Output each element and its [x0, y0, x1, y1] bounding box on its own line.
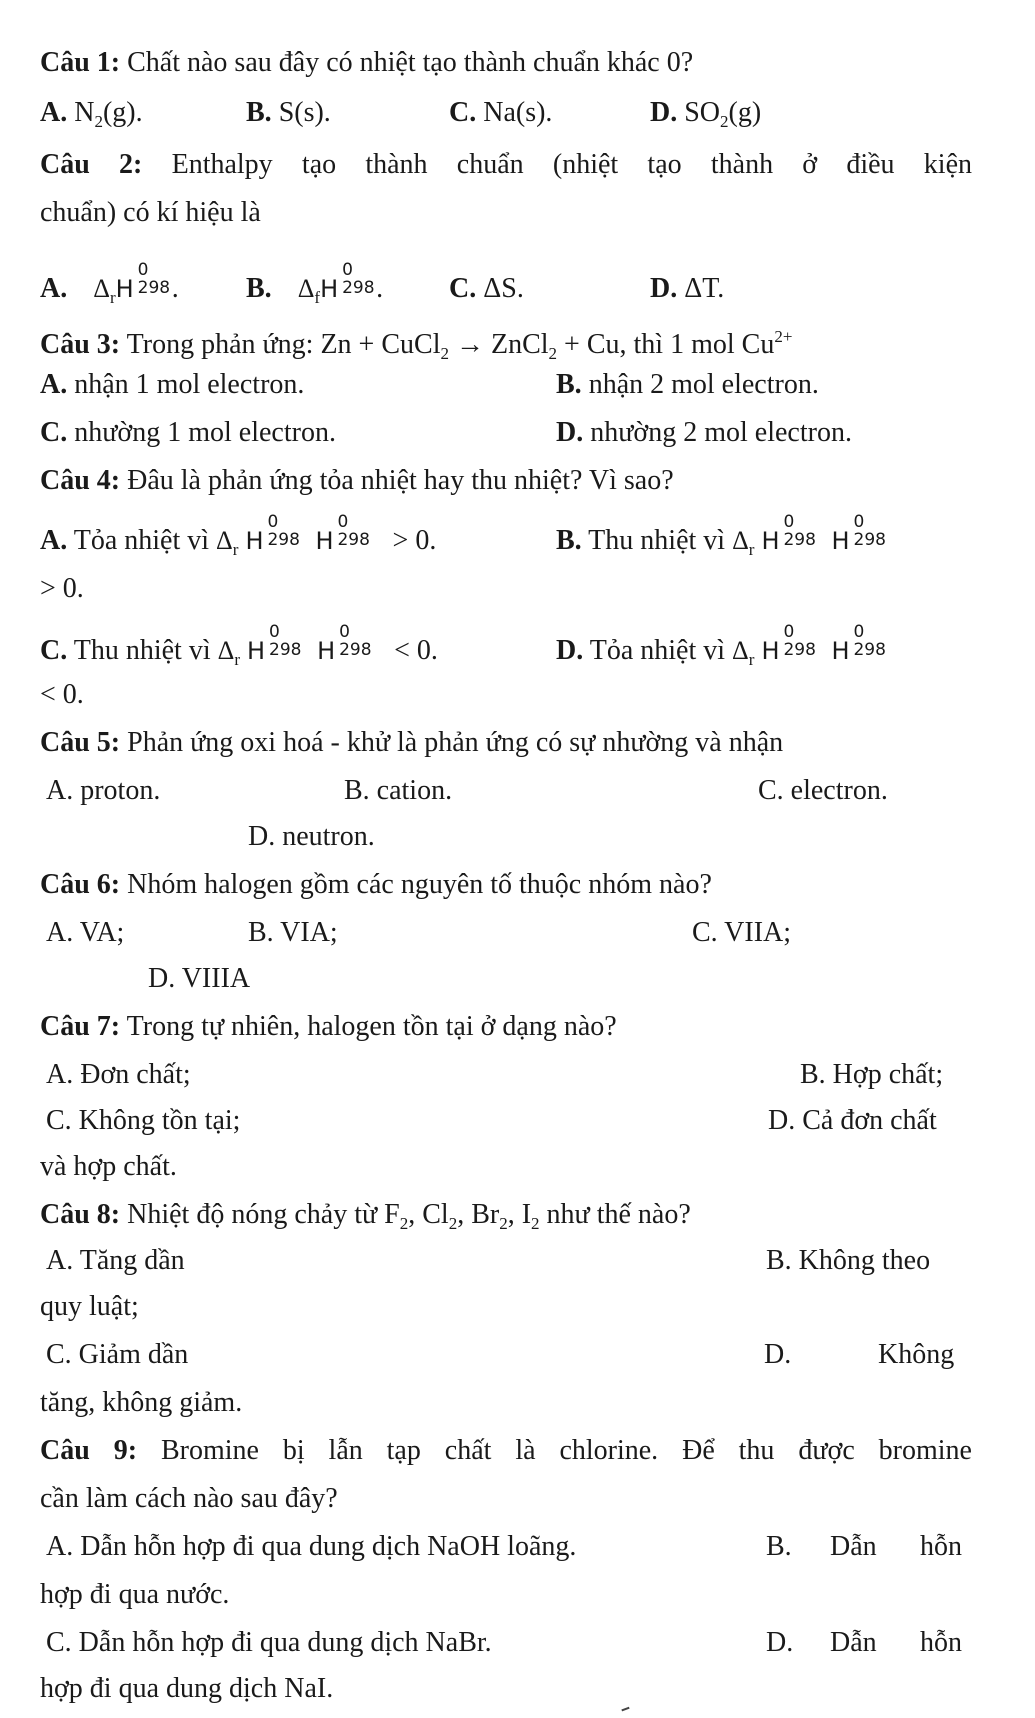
cropped-mark: [621, 1707, 630, 1714]
q5-label: Câu 5:: [40, 727, 121, 758]
q1-option-b: B. S(s).: [246, 97, 331, 128]
q2-option-c: C. ΔS.: [449, 273, 524, 304]
q8-label: Câu 8:: [40, 1199, 121, 1230]
q8-option-d-word: Không: [878, 1339, 955, 1370]
q4-option-a: A. Tỏa nhiệt vì $\Delta_r$ H 0 298 H 0 298 > 0.: [40, 512, 437, 559]
q9-option-d-key: D.: [766, 1627, 794, 1658]
q3-option-c: C. nhường 1 mol electron.: [40, 417, 336, 448]
q7-label: Câu 7:: [40, 1011, 121, 1042]
q2-option-d: D. ΔT.: [650, 273, 725, 304]
q3-option-a: A. nhận 1 mol electron.: [40, 369, 305, 400]
q5-option-d: D. neutron.: [248, 821, 375, 852]
question-1: [40, 46, 693, 80]
q8-option-b: B. Không theo: [766, 1245, 931, 1276]
q7-option-c: C. Không tồn tại;: [46, 1105, 241, 1136]
q6-option-d: D. VIIIA: [148, 963, 251, 994]
question-9: Câu 9: Bromine bị lẫn tạp chất là chlorine. Để thu được bromine: [40, 1435, 972, 1466]
q9-option-d-word2: hỗn: [920, 1627, 962, 1658]
question-3: Câu 3: Trong phản ứng: Zn + CuCl$_2$ → ZnCl$_2$ + Cu, thì 1 mol $Cu^{2+}$: [40, 327, 793, 363]
q6-option-b: B. VIA;: [248, 917, 338, 948]
q2-text-line2: chuẩn) có kí hiệu là: [40, 197, 261, 228]
q4-option-b: B. Thu nhiệt vì $\Delta_r$ H 0 298 H 0 298: [556, 512, 886, 559]
q8-option-b-cont: quy luật;: [40, 1291, 139, 1322]
q3-option-d: D. nhường 2 mol electron.: [556, 417, 852, 448]
q7-option-b: B. Hợp chất;: [800, 1059, 944, 1090]
q8-option-c: C. Giảm dần: [46, 1339, 189, 1370]
q1-text: Chất nào sau đây có nhiệt tạo thành chuẩn khác 0?: [120, 47, 694, 78]
q6-option-a: A. VA;: [46, 917, 125, 948]
q2-label: Câu 2:: [40, 149, 143, 180]
question-2: [40, 148, 972, 182]
q5-option-a: A. proton.: [46, 775, 161, 806]
q8-option-d-key: D.: [764, 1339, 792, 1370]
question-8: Câu 8: Nhiệt độ nóng chảy từ $F_2$, $Cl_2$, $Br_2$, $I_2$ như thế nào?: [40, 1199, 691, 1233]
q8-option-a: A. Tăng dần: [46, 1245, 185, 1276]
q9-option-b-cont: hợp đi qua nước.: [40, 1579, 230, 1610]
q9-option-d-word1: Dẫn: [830, 1627, 877, 1658]
q9-option-d-cont: hợp đi qua dung dịch NaI.: [40, 1673, 334, 1704]
q1-option-a: A. $N_2(g)$.: [40, 97, 143, 131]
q4-option-c: C. Thu nhiệt vì $\Delta_r$ H 0 298 H 0 298 < 0.: [40, 622, 438, 669]
question-4: Câu 4: Đâu là phản ứng tỏa nhiệt hay thu nhiệt? Vì sao?: [40, 465, 674, 496]
q9-label: Câu 9:: [40, 1435, 138, 1466]
q1-option-c: C. Na(s).: [449, 97, 553, 128]
q3-option-b: B. nhận 2 mol electron.: [556, 369, 819, 400]
q2-text-line1: Enthalpy tạo thành chuẩn (nhiệt tạo thành ở điều kiện: [142, 149, 972, 180]
q9-option-a: A. Dẫn hỗn hợp đi qua dung dịch NaOH loãng.: [46, 1531, 577, 1562]
q7-option-a: A. Đơn chất;: [46, 1059, 191, 1090]
q2-option-a: A. $\Delta_rH$ 0 298 .: [40, 260, 179, 307]
q4-label: Câu 4:: [40, 465, 121, 496]
q9-option-b-word1: Dẫn: [830, 1531, 877, 1562]
q8-option-d-cont: tăng, không giảm.: [40, 1387, 243, 1418]
q9-option-b-key: B.: [766, 1531, 792, 1562]
q5-option-c: C. electron.: [758, 775, 888, 806]
q4-option-d: D. Tỏa nhiệt vì $\Delta_r$ H 0 298 H 0 298: [556, 622, 886, 669]
q9-option-b-word2: hỗn: [920, 1531, 962, 1562]
q3-label: Câu 3:: [40, 329, 121, 360]
question-7: Câu 7: Trong tự nhiên, halogen tồn tại ở dạng nào?: [40, 1011, 617, 1042]
q9-option-c: C. Dẫn hỗn hợp đi qua dung dịch NaBr.: [46, 1627, 492, 1658]
q1-option-d: D. $SO_2(g)$: [650, 97, 762, 131]
q7-option-d: D. Cả đơn chất: [768, 1105, 937, 1136]
q1-label: Câu 1:: [40, 47, 121, 78]
q9-text-line2: cần làm cách nào sau đây?: [40, 1483, 338, 1514]
q6-option-c: C. VIIA;: [692, 917, 792, 948]
q5-option-b: B. cation.: [344, 775, 453, 806]
q2-option-b: B. $\Delta_fH$ 0 298 .: [246, 260, 384, 307]
question-6: Câu 6: Nhóm halogen gồm các nguyên tố thuộc nhóm nào?: [40, 869, 712, 900]
q4-option-b-cont: > 0.: [40, 573, 84, 604]
q6-label: Câu 6:: [40, 869, 121, 900]
question-5: Câu 5: Phản ứng oxi hoá - khử là phản ứng có sự nhường và nhận: [40, 727, 784, 758]
q7-option-d-cont: và hợp chất.: [40, 1151, 177, 1182]
q4-option-d-cont: < 0.: [40, 679, 84, 710]
